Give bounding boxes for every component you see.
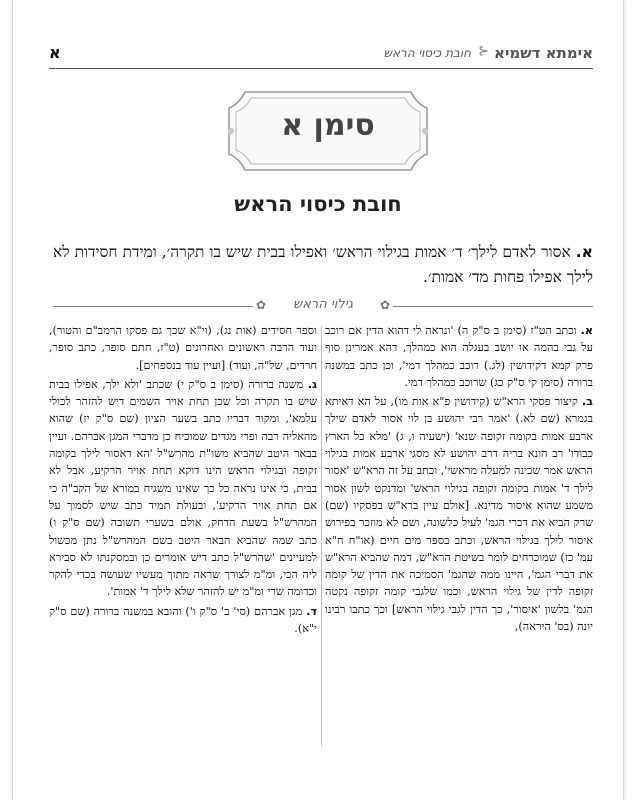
footnote-text: קיצור פסקי הרא"ש (קידושין פ"א אות מו), על הא דאיתא בגמרא (שם לא.) 'אמר רבי יהושע בן לוי אסור לאדם שילך ארבע אמות בקומה זקופה שנא' (ישעיה ו, ג) 'מלא כל הארץ כבודו' רב הונא בריה דרב יהושע לא מסגי ארבע אמות בגילוי הראש אמר שכינה למעלה מראשי', וכתב על זה הרא"ש 'אסור לילך ד' אמות בקומה זקופה בגילוי הראש' ומדנקט לשון אסור משמע שהוא איסור מדינא. [אולם עיין ברא"ש בפסקיו (שם) שרק הביא את דברי הגמ' לעיל כלשונה, ושם לא מוזכר בפירוש איסור לילך בגילוי הראש, וכתב בספר מים חיים (או"ח ח"א עמ' כז) שמוכרחים לומר בשיטת הרא"ש, דמה שהביא הרא"ש את דברי הגמ', היינו ממה שהגמ' הסמיכה את הדין של קומה זקופה לדין של גילוי הראש, וכמו שלגבי קומה זקופה נקטה הגמ' בלשון 'איסור', כך הדין לגבי גילוי הראש] וכך כתבו רבינו יונה (בס' היראה), bbox=[325, 395, 593, 634]
commentary-column-right bbox=[325, 322, 593, 637]
siman-frame bbox=[223, 86, 433, 176]
footnote-number: ג. bbox=[307, 377, 317, 391]
header-chapter-name: חובת כיסוי הראש bbox=[383, 46, 471, 60]
flower-ornament-icon: ✿ bbox=[379, 298, 390, 312]
footnote-number: ב. bbox=[581, 395, 593, 409]
footnote bbox=[49, 322, 317, 374]
book-title: אימתא דשמיא bbox=[494, 44, 593, 62]
divider-label: גילוי הראש bbox=[293, 297, 353, 312]
footnote-text: מגן אברהם (סי' ב' ס"ק ו') והובא במשנה ברורה (שם ס"ק י"א). bbox=[49, 604, 317, 636]
page-number: א bbox=[49, 43, 61, 62]
footnote-number: ד. bbox=[306, 604, 317, 618]
commentary-column-left bbox=[49, 322, 317, 639]
divider-line-right bbox=[393, 306, 593, 307]
column-divider bbox=[321, 326, 322, 746]
footnote-text: משנה ברורה (סימן ב ס"ק י) שכתב 'ולא ילך, אפילו בבית שיש בו תקרה וכל שכן תחת אויר השמים דיש להזהר לכולי עלמא', ומקור דבריו כתב בשער הציון (שם ס"ק יז) שהוא מהאליה רבה ופרי מגדים שמוכיח כן מדברי המגן אברהם. ועיין בבאר היטב שהביא משו"ת מהרש"ל 'הא דאסור לילך בקומה זקופה ובגילוי הראש הינו דוקא תחת אויר הרקיע, אבל לא בבית, כי אינו נראה כל כך שאינו משגיח במורא של הקב"ה כי אם תחת אויר הרקיע', ובעולת תמיד כתב שיש לסמוך על המהרש"ל בשעת הדחק, אולם בשערי תשובה (שם ס"ק ו) כתב שמה שהביא הבאר היטב בשם המהרש"ל נתן מכשול למעיינים 'שהרש"ל כתב דיש אומרים כן ובמסקנתו לא סבירא ליה הכי, ומ"מ לצורך שראה מתוך מעשיו שעושה בכדי להקר וכדומה שרי ומ"מ יש להזהר שלא לילך ד' אמות'. bbox=[49, 377, 317, 599]
footnote bbox=[325, 322, 593, 391]
footnote-text: וכתב הט"ז (סימן ב ס"ק ה) 'ונראה לי דהוא הדין אם רוכב על גבי בהמה או יושב בעגלה הוא כמהלך, דהא אמרינן סוף פרק קמא דקידושין (לג.) רוכב כמהלך דמי', וכן כתב במשנה ברורה (סימן קי ס"ק כג) שרוכב כמהלך דמי. bbox=[325, 324, 593, 389]
header-ornament-icon: ⊰ bbox=[478, 44, 489, 59]
siman-title: סימן א bbox=[281, 108, 375, 143]
main-text-body: אסור לאדם לילך׳ ד׳ אמות בגילוי הראש׳ ואפילו בבית שיש בו תקרה׳, ומידת חסידות לא לילך אפילו פחות מד׳ אמות׳. bbox=[53, 243, 593, 286]
footnote bbox=[49, 376, 317, 601]
footnote-text: וספר חסידים (אות נג), (וי"א שכך גם פסקו הרמב"ם והטור), ועוד הרבה ראשונים ואחרונים (ט"ז, חתם סופר, כתב סופר, חרדים, של"ה, ועוד) [ועיין עוד בנספחים]. bbox=[49, 324, 317, 372]
book-page bbox=[12, 0, 624, 800]
running-header bbox=[49, 40, 593, 69]
main-halacha-text bbox=[53, 240, 593, 290]
footnote bbox=[49, 603, 317, 638]
flower-ornament-icon: ✿ bbox=[256, 298, 267, 312]
section-divider bbox=[53, 296, 593, 318]
chapter-subtitle: חובת כיסוי הראש bbox=[234, 192, 402, 216]
main-text-letter: א. bbox=[575, 243, 593, 261]
footnote-number: א. bbox=[580, 324, 593, 337]
footnote bbox=[325, 393, 593, 635]
